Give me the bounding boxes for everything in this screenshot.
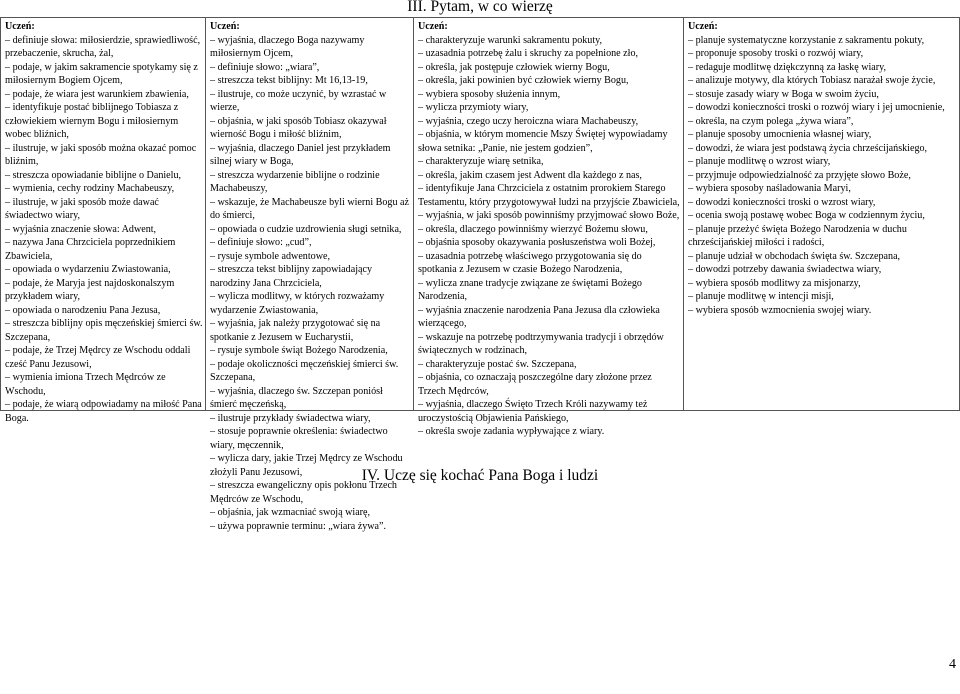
list-item: – streszcza wydarzenie biblijne o rodzinie Machabeuszy, bbox=[210, 169, 411, 196]
list-item: – ocenia swoją postawę wobec Boga w codziennym życiu, bbox=[688, 209, 957, 223]
list-item: – wylicza dary, jakie Trzej Mędrcy ze Wschodu złożyli Panu Jezusowi, bbox=[210, 452, 411, 479]
list-item: – definiuje słowo: „wiara”, bbox=[210, 61, 411, 75]
list-item: – identyfikuje Jana Chrzciciela z ostatnim prorokiem Starego Testamentu, który przygotowywał ludzi na przyjście Zbawiciela, bbox=[418, 182, 681, 209]
list-item: – objaśnia, co oznaczają poszczególne dary złożone przez Trzech Mędrców, bbox=[418, 371, 681, 398]
list-item: – stosuje zasady wiary w Boga w swoim życiu, bbox=[688, 88, 957, 102]
list-item: – streszcza opowiadanie biblijne o Danielu, bbox=[5, 169, 203, 183]
list-item: – stosuje poprawnie określenia: świadectwo wiary, męczennik, bbox=[210, 425, 411, 452]
list-item: – wyjaśnia, dlaczego św. Szczepan poniósł śmierć męczeńską, bbox=[210, 385, 411, 412]
table-column-1 bbox=[0, 18, 205, 424]
list-item: – dowodzi, że wiara jest podstawą życia chrześcijańskiego, bbox=[688, 142, 957, 156]
list-item: – uzasadnia potrzebę właściwego przygotowania się do spotkania z Jezusem w czasie Bożego Narodzenia, bbox=[418, 250, 681, 277]
list-item: – wybiera sposoby naśladowania Maryi, bbox=[688, 182, 957, 196]
list-item: – wyjaśnia, dlaczego Boga nazywamy miłosiernym Ojcem, bbox=[210, 34, 411, 61]
list-item: – podaje okoliczności męczeńskiej śmierci św. Szczepana, bbox=[210, 358, 411, 385]
next-section-title-wrap bbox=[360, 467, 600, 485]
column-header: Uczeń: bbox=[418, 21, 448, 32]
list-item: – rysuje symbole adwentowe, bbox=[210, 250, 411, 264]
list-item: – charakteryzuje warunki sakramentu pokuty, bbox=[418, 34, 681, 48]
list-item: – określa, na czym polega „żywa wiara”, bbox=[688, 115, 957, 129]
list-item: – wyjaśnia, jak należy przygotować się na spotkanie z Jezusem w Eucharystii, bbox=[210, 317, 411, 344]
page-number: 4 bbox=[949, 657, 956, 672]
table-column-3 bbox=[413, 18, 683, 437]
list-item: – wylicza znane tradycje związane ze świętami Bożego Narodzenia, bbox=[418, 277, 681, 304]
list-item: – planuje systematyczne korzystanie z sakramentu pokuty, bbox=[688, 34, 957, 48]
next-section-title: IV. Uczę się kochać Pana Boga i ludzi bbox=[361, 467, 599, 484]
column-header: Uczeń: bbox=[5, 21, 35, 32]
list-item: – wyjaśnia, w jaki sposób powinniśmy przyjmować słowo Boże, bbox=[418, 209, 681, 223]
list-item: – uzasadnia potrzebę żalu i skruchy za popełnione zło, bbox=[418, 47, 681, 61]
requirements-list bbox=[5, 34, 203, 426]
list-item: – ilustruje, co może uczynić, by wzrastać w wierze, bbox=[210, 88, 411, 115]
requirements-list bbox=[688, 34, 957, 318]
list-item: – streszcza biblijny opis męczeńskiej śmierci św. Szczepana, bbox=[5, 317, 203, 344]
list-item: – streszcza ewangeliczny opis pokłonu Trzech Mędrców ze Wschodu, bbox=[210, 479, 411, 506]
list-item: – rysuje symbole świąt Bożego Narodzenia, bbox=[210, 344, 411, 358]
requirements-list bbox=[418, 34, 681, 439]
list-item: – wymienia, cechy rodziny Machabeuszy, bbox=[5, 182, 203, 196]
list-item: – planuje modlitwę w intencji misji, bbox=[688, 290, 957, 304]
list-item: – redaguje modlitwę dziękczynną za łaskę wiary, bbox=[688, 61, 957, 75]
list-item: – streszcza tekst biblijny: Mt 16,13-19, bbox=[210, 74, 411, 88]
list-item: – wybiera sposoby służenia innym, bbox=[418, 88, 681, 102]
list-item: – określa swoje zadania wypływające z wiary. bbox=[418, 425, 681, 439]
list-item: – wyjaśnia, czego uczy heroiczna wiara Machabeuszy, bbox=[418, 115, 681, 129]
list-item: – objaśnia, jak wzmacniać swoją wiarę, bbox=[210, 506, 411, 520]
list-item: – identyfikuje postać biblijnego Tobiasza z człowiekiem wiernym Bogu i miłosiernym wobec bliźnich, bbox=[5, 101, 203, 142]
list-item: – ilustruje, w jaki sposób można okazać pomoc bliźnim, bbox=[5, 142, 203, 169]
list-item: – opowiada o wydarzeniu Zwiastowania, bbox=[5, 263, 203, 277]
list-item: – dowodzi konieczności troski o wzrost wiary, bbox=[688, 196, 957, 210]
list-item: – określa, dlaczego powinniśmy wierzyć Bożemu słowu, bbox=[418, 223, 681, 237]
column-header: Uczeń: bbox=[210, 21, 240, 32]
list-item: – wymienia imiona Trzech Mędrców ze Wschodu, bbox=[5, 371, 203, 398]
list-item: – charakteryzuje postać św. Szczepana, bbox=[418, 358, 681, 372]
list-item: – wskazuje na potrzebę podtrzymywania tradycji i obrzędów świątecznych w rodzinach, bbox=[418, 331, 681, 358]
list-item: – podaje, że Maryja jest najdoskonalszym przykładem wiary, bbox=[5, 277, 203, 304]
list-item: – podaje, że Trzej Mędrcy ze Wschodu oddali cześć Panu Jezusowi, bbox=[5, 344, 203, 371]
list-item: – określa, jaki powinien być człowiek wierny Bogu, bbox=[418, 74, 681, 88]
list-item: – dowodzi konieczności troski o rozwój wiary i jej umocnienie, bbox=[688, 101, 957, 115]
list-item: – wyjaśnia, dlaczego Święto Trzech Króli nazywamy też uroczystością Objawienia Pańskiego, bbox=[418, 398, 681, 425]
list-item: – przyjmuje odpowiedzialność za przyjęte słowo Boże, bbox=[688, 169, 957, 183]
list-item: – planuje przeżyć święta Bożego Narodzenia w duchu chrześcijańskiej miłości i radości, bbox=[688, 223, 957, 250]
list-item: – wyjaśnia, dlaczego Daniel jest przykładem silnej wiary w Boga, bbox=[210, 142, 411, 169]
list-item: – wybiera sposób modlitwy za misjonarzy, bbox=[688, 277, 957, 291]
table-column-2 bbox=[205, 18, 413, 532]
list-item: – wylicza modlitwy, w których rozważamy wydarzenie Zwiastowania, bbox=[210, 290, 411, 317]
list-item: – podaje, że wiarą odpowiadamy na miłość Pana Boga. bbox=[5, 398, 203, 425]
list-item: – definiuje słowa: miłosierdzie, sprawiedliwość, przebaczenie, skrucha, żal, bbox=[5, 34, 203, 61]
list-item: – dowodzi potrzeby dawania świadectwa wiary, bbox=[688, 263, 957, 277]
list-item: – wskazuje, że Machabeusze byli wierni Bogu aż do śmierci, bbox=[210, 196, 411, 223]
list-item: – charakteryzuje wiarę setnika, bbox=[418, 155, 681, 169]
list-item: – używa poprawnie terminu: „wiara żywa”. bbox=[210, 520, 411, 534]
list-item: – ilustruje przykłady świadectwa wiary, bbox=[210, 412, 411, 426]
table-column-4 bbox=[683, 18, 960, 410]
list-item: – objaśnia sposoby okazywania posłuszeństwa woli Bożej, bbox=[418, 236, 681, 250]
list-item: – planuje modlitwę o wzrost wiary, bbox=[688, 155, 957, 169]
list-item: – planuje udział w obchodach święta św. Szczepana, bbox=[688, 250, 957, 264]
list-item: – określa, jak postępuje człowiek wierny Bogu, bbox=[418, 61, 681, 75]
list-item: – wybiera sposób wzmocnienia swojej wiary. bbox=[688, 304, 957, 318]
list-item: – ilustruje, w jaki sposób może dawać świadectwo wiary, bbox=[5, 196, 203, 223]
list-item: – opowiada o cudzie uzdrowienia sługi setnika, bbox=[210, 223, 411, 237]
list-item: – wyjaśnia znaczenie słowa: Adwent, bbox=[5, 223, 203, 237]
requirements-list bbox=[210, 34, 411, 534]
list-item: – planuje sposoby umocnienia własnej wiary, bbox=[688, 128, 957, 142]
list-item: – proponuje sposoby troski o rozwój wiary, bbox=[688, 47, 957, 61]
list-item: – nazywa Jana Chrzciciela poprzednikiem Zbawiciela, bbox=[5, 236, 203, 263]
list-item: – podaje, że wiara jest warunkiem zbawienia, bbox=[5, 88, 203, 102]
list-item: – opowiada o narodzeniu Pana Jezusa, bbox=[5, 304, 203, 318]
list-item: – wyjaśnia znaczenie narodzenia Pana Jezusa dla człowieka wierzącego, bbox=[418, 304, 681, 331]
list-item: – streszcza tekst biblijny zapowiadający narodziny Jana Chrzciciela, bbox=[210, 263, 411, 290]
list-item: – objaśnia, w jaki sposób Tobiasz okazywał wierność Bogu i miłość bliźnim, bbox=[210, 115, 411, 142]
list-item: – podaje, w jakim sakramencie spotykamy się z miłosiernym Bogiem Ojcem, bbox=[5, 61, 203, 88]
section-title: III. Pytam, w co wierzę bbox=[407, 0, 553, 15]
column-header: Uczeń: bbox=[688, 21, 718, 32]
list-item: – analizuje motywy, dla których Tobiasz narażał swoje życie, bbox=[688, 74, 957, 88]
list-item: – wylicza przymioty wiary, bbox=[418, 101, 681, 115]
list-item: – definiuje słowo: „cud”, bbox=[210, 236, 411, 250]
list-item: – objaśnia, w którym momencie Mszy Świętej wypowiadamy słowa setnika: „Panie, nie jestem godzien”, bbox=[418, 128, 681, 155]
list-item: – określa, jakim czasem jest Adwent dla każdego z nas, bbox=[418, 169, 681, 183]
